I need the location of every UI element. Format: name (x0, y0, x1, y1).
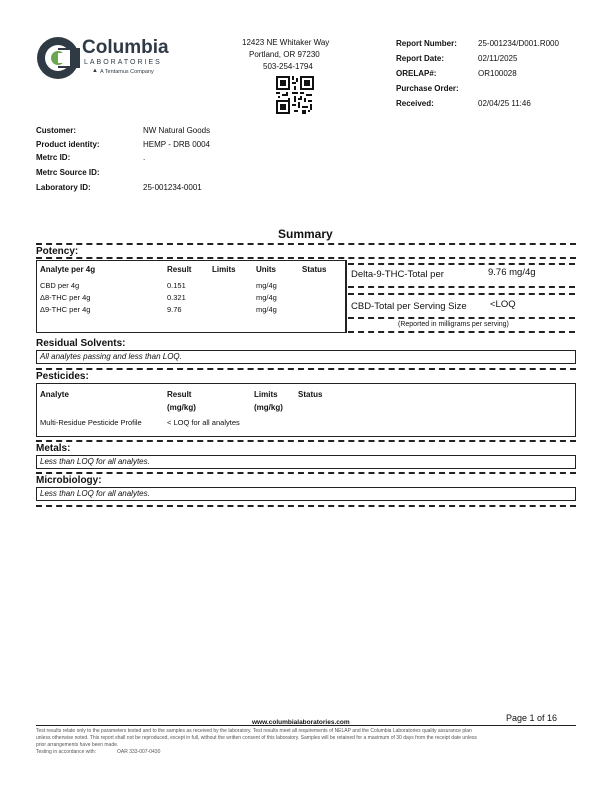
pesticides-header-result-unit: (mg/kg) (167, 403, 196, 412)
received-value: 02/04/25 11:46 (478, 99, 531, 108)
laboratory-id-label: Laboratory ID: (36, 183, 91, 192)
divider (36, 243, 576, 245)
pesticides-header-result: Result (167, 390, 192, 399)
metrc-source-label: Metrc Source ID: (36, 168, 100, 177)
laboratory-id-value: 25-001234-0001 (143, 183, 202, 192)
lab-subtitle: LABORATORIES (84, 59, 162, 66)
testing-value: OAR 333-007-0430 (117, 749, 161, 755)
pesticides-row-result: < LOQ for all analytes (167, 418, 240, 427)
microbiology-title: Microbiology: (36, 475, 102, 486)
customer-label: Customer: (36, 126, 77, 135)
footer-disclaimer: unless otherwise noted. This report shall not be reproduced, except in full, without the written consent of this laboratory. Samples will be retained for a maximum of 30 days from the receipt date unless (36, 735, 477, 741)
product-identity-label: Product identity: (36, 140, 100, 149)
metrc-id-value: . (143, 153, 146, 162)
residual-solvents-title: Residual Solvents: (36, 338, 126, 349)
report-number-value: 25-001234/D001.R000 (478, 39, 559, 48)
potency-row-result: 9.76 (167, 305, 182, 314)
potency-row-analyte: Δ8-THC per 4g (40, 293, 91, 302)
divider (36, 505, 576, 507)
lab-phone: 503-254-1794 (263, 62, 313, 71)
potency-header-status: Status (302, 265, 327, 274)
potency-row-result: 0.151 (167, 281, 186, 290)
divider (36, 368, 576, 370)
product-identity-value: HEMP - DRB 0004 (143, 140, 210, 149)
divider (348, 317, 575, 319)
testing-label: Testing in accordance with: (36, 749, 97, 755)
metals-text: Less than LOQ for all analytes. (40, 457, 150, 466)
pesticides-header-limits: Limits (254, 390, 278, 399)
potency-header-analyte: Analyte per 4g (40, 265, 96, 274)
footer-disclaimer: Test results relate only to the parameters tested and to the samples as received by the laboratory. Test results meet all requirements of NELAP and the Columbia Laboratories quality assurance plan (36, 728, 472, 734)
orelap-value: OR100028 (478, 69, 517, 78)
serving-note: (Reported in milligrams per serving) (398, 321, 509, 328)
potency-row-units: mg/4g (256, 305, 277, 314)
lab-tagline: A Tentamus Company (100, 69, 154, 75)
divider (348, 263, 575, 265)
divider (348, 293, 575, 295)
customer-value: NW Natural Goods (143, 126, 211, 135)
potency-row-units: mg/4g (256, 293, 277, 302)
report-number-label: Report Number: (396, 39, 457, 48)
potency-title: Potency: (36, 246, 79, 257)
orelap-label: ORELAP#: (396, 69, 437, 78)
pesticides-header-status: Status (298, 390, 323, 399)
purchase-order-label: Purchase Order: (396, 84, 459, 93)
divider (36, 440, 576, 442)
page-number: Page 1 of 16 (506, 713, 558, 723)
potency-row-result: 0.321 (167, 293, 186, 302)
pesticides-header-analyte: Analyte (40, 390, 69, 399)
lab-address-line1: 12423 NE Whitaker Way (242, 38, 330, 47)
d9-total-value: 9.76 mg/4g (488, 267, 536, 278)
lab-address-line2: Portland, OR 97230 (249, 50, 320, 59)
potency-row-analyte: CBD per 4g (40, 281, 80, 290)
metals-title: Metals: (36, 443, 71, 454)
footer-disclaimer: prior arrangements have been made. (36, 742, 119, 748)
residual-solvents-text: All analytes passing and less than LOQ. (40, 352, 182, 361)
tentamus-icon: ▲ (92, 68, 98, 74)
potency-header-limits: Limits (212, 265, 236, 274)
pesticides-row-analyte: Multi-Residue Pesticide Profile (40, 418, 142, 427)
received-label: Received: (396, 99, 434, 108)
divider (348, 286, 575, 288)
pesticides-header-limits-unit: (mg/kg) (254, 403, 283, 412)
pesticides-title: Pesticides: (36, 371, 89, 382)
lab-website[interactable]: www.columbialaboratories.com (252, 719, 350, 726)
metrc-id-label: Metrc ID: (36, 153, 71, 162)
report-date-label: Report Date: (396, 54, 445, 63)
potency-row-analyte: Δ9-THC per 4g (40, 305, 91, 314)
columbia-logo-icon (36, 36, 80, 80)
potency-header-result: Result (167, 265, 192, 274)
potency-header-units: Units (256, 265, 276, 274)
report-date-value: 02/11/2025 (478, 54, 518, 63)
microbiology-text: Less than LOQ for all analytes. (40, 489, 150, 498)
lab-name: Columbia (82, 37, 169, 58)
qr-code-icon (276, 76, 314, 114)
lab-logo (36, 36, 176, 82)
divider (348, 331, 575, 333)
summary-title: Summary (278, 227, 333, 241)
d9-total-label: Delta-9-THC-Total per (351, 269, 444, 280)
divider (36, 472, 576, 474)
divider (36, 257, 576, 259)
cbd-serving-label: CBD-Total per Serving Size (351, 301, 467, 312)
cbd-serving-value: <LOQ (490, 299, 516, 310)
potency-row-units: mg/4g (256, 281, 277, 290)
